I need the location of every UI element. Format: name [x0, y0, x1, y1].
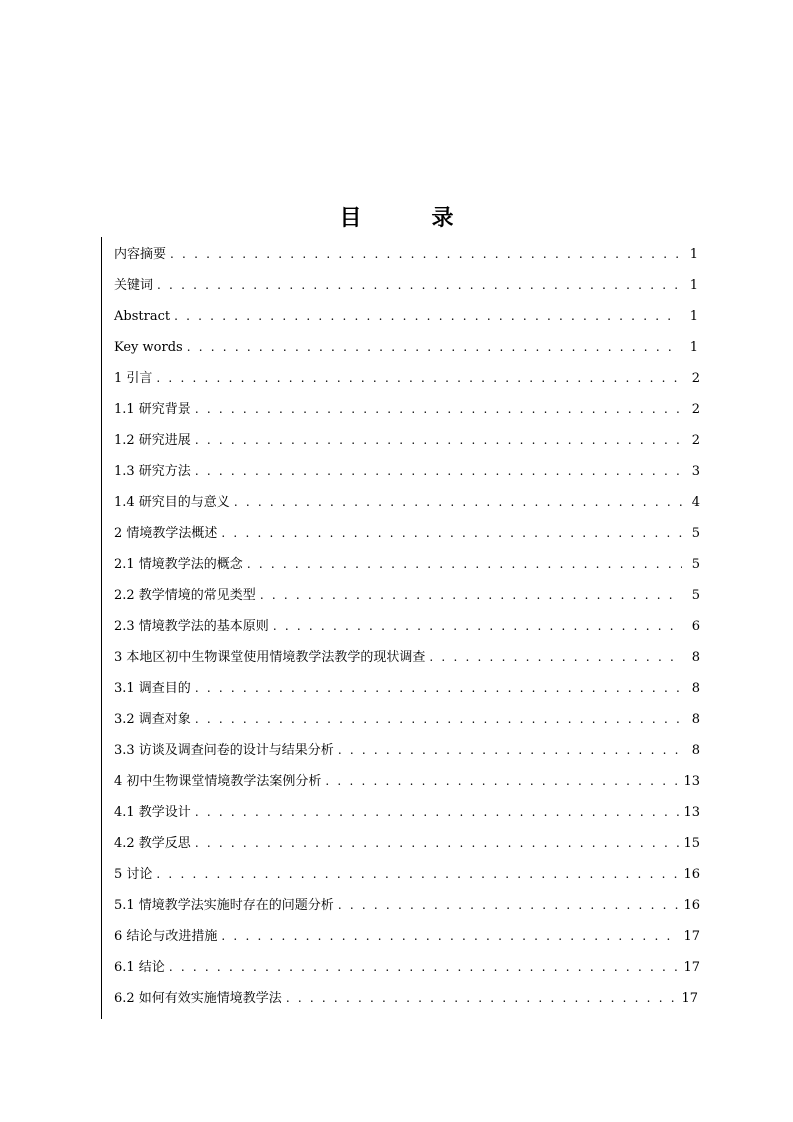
toc-entry-page: 4 — [691, 495, 700, 510]
dot-leader — [169, 952, 680, 983]
toc-entry-label: 内容摘要 — [114, 247, 167, 262]
toc-entry-page: 2 — [691, 371, 700, 386]
dot-leader — [195, 673, 682, 704]
toc-entry-label: 3.2 调查对象 — [114, 712, 191, 727]
toc-entry-page: 2 — [691, 402, 700, 417]
toc-entry-1-1[interactable] — [114, 394, 700, 425]
dot-leader — [195, 425, 682, 456]
toc-entry-page: 17 — [683, 929, 700, 944]
toc-entry-1-2[interactable] — [114, 425, 700, 456]
toc-entry-label: 2.3 情境教学法的基本原则 — [114, 619, 269, 634]
dot-leader — [156, 363, 682, 394]
toc-entry-label: 4 初中生物课堂情境教学法案例分析 — [114, 774, 322, 789]
toc-entry-page: 1 — [689, 340, 698, 355]
toc-entry-page: 8 — [691, 712, 700, 727]
toc-entry-page: 2 — [691, 433, 700, 448]
dot-leader — [286, 983, 678, 1014]
toc-entry-label: 5 讨论 — [114, 867, 153, 882]
toc-entry-6-2[interactable] — [114, 983, 700, 1014]
table-of-contents — [114, 239, 700, 1014]
toc-entry-label: 1.2 研究进展 — [114, 433, 191, 448]
dot-leader — [234, 487, 682, 518]
toc-entry-page: 3 — [691, 464, 700, 479]
dot-leader — [157, 270, 680, 301]
toc-entry-abstract-cn[interactable] — [114, 239, 700, 270]
dot-leader — [221, 921, 679, 952]
toc-entry-4-1[interactable] — [114, 797, 700, 828]
toc-entry-label: 5.1 情境教学法实施时存在的问题分析 — [114, 898, 334, 913]
toc-entry-2[interactable] — [114, 518, 700, 549]
toc-entry-label: Abstract — [114, 309, 171, 324]
toc-entry-label: 关键词 — [114, 278, 154, 293]
dot-leader — [338, 735, 682, 766]
toc-entry-label: Key words — [114, 340, 183, 355]
dot-leader — [195, 394, 682, 425]
toc-entry-page: 1 — [689, 247, 698, 262]
dot-leader — [195, 797, 680, 828]
toc-entry-page: 6 — [691, 619, 700, 634]
dot-leader — [429, 642, 682, 673]
toc-entry-label: 4.1 教学设计 — [114, 805, 191, 820]
toc-entry-keywords-cn[interactable] — [114, 270, 700, 301]
toc-entry-label: 2 情境教学法概述 — [114, 526, 218, 541]
dot-leader — [187, 332, 680, 363]
toc-entry-page: 16 — [683, 898, 700, 913]
toc-entry-label: 6.2 如何有效实施情境教学法 — [114, 991, 282, 1006]
toc-entry-3-1[interactable] — [114, 673, 700, 704]
toc-entry-page: 8 — [691, 650, 700, 665]
toc-entry-5[interactable] — [114, 859, 700, 890]
margin-rule — [101, 237, 102, 1019]
toc-entry-label: 4.2 教学反思 — [114, 836, 191, 851]
toc-entry-page: 5 — [691, 526, 700, 541]
dot-leader — [195, 828, 680, 859]
dot-leader — [338, 890, 680, 921]
toc-entry-6[interactable] — [114, 921, 700, 952]
toc-entry-4-2[interactable] — [114, 828, 700, 859]
toc-entry-3-3[interactable] — [114, 735, 700, 766]
toc-entry-page: 16 — [683, 867, 700, 882]
dot-leader — [156, 859, 679, 890]
toc-entry-2-1[interactable] — [114, 549, 700, 580]
toc-entry-keywords-en[interactable] — [114, 332, 700, 363]
dot-leader — [247, 549, 682, 580]
dot-leader — [273, 611, 682, 642]
toc-entry-label: 2.2 教学情境的常见类型 — [114, 588, 256, 603]
toc-entry-page: 8 — [691, 743, 700, 758]
toc-entry-page: 15 — [683, 836, 700, 851]
toc-entry-3[interactable] — [114, 642, 700, 673]
toc-entry-page: 5 — [691, 588, 700, 603]
toc-entry-1-4[interactable] — [114, 487, 700, 518]
toc-entry-6-1[interactable] — [114, 952, 700, 983]
toc-entry-1-3[interactable] — [114, 456, 700, 487]
dot-leader — [221, 518, 682, 549]
toc-entry-page: 1 — [689, 278, 698, 293]
toc-entry-page: 1 — [689, 309, 698, 324]
toc-entry-label: 1.3 研究方法 — [114, 464, 191, 479]
toc-entry-label: 3.3 访谈及调查问卷的设计与结果分析 — [114, 743, 334, 758]
toc-entry-label: 3 本地区初中生物课堂使用情境教学法教学的现状调查 — [114, 650, 426, 665]
toc-entry-label: 6.1 结论 — [114, 960, 165, 975]
toc-entry-page: 13 — [683, 805, 700, 820]
dot-leader — [170, 239, 680, 270]
toc-entry-page: 17 — [681, 991, 698, 1006]
toc-entry-abstract-en[interactable] — [114, 301, 700, 332]
dot-leader — [174, 301, 680, 332]
dot-leader — [195, 704, 682, 735]
page-title: 目 录 — [339, 205, 478, 231]
toc-entry-5-1[interactable] — [114, 890, 700, 921]
dot-leader — [195, 456, 682, 487]
toc-entry-page: 5 — [691, 557, 700, 572]
toc-entry-label: 1.1 研究背景 — [114, 402, 191, 417]
toc-entry-page: 13 — [683, 774, 700, 789]
toc-entry-label: 1 引言 — [114, 371, 153, 386]
toc-entry-4[interactable] — [114, 766, 700, 797]
dot-leader — [260, 580, 682, 611]
toc-entry-label: 2.1 情境教学法的概念 — [114, 557, 243, 572]
toc-entry-2-3[interactable] — [114, 611, 700, 642]
dot-leader — [325, 766, 679, 797]
toc-entry-2-2[interactable] — [114, 580, 700, 611]
toc-entry-page: 8 — [691, 681, 700, 696]
toc-entry-page: 17 — [683, 960, 700, 975]
toc-entry-3-2[interactable] — [114, 704, 700, 735]
toc-entry-label: 6 结论与改进措施 — [114, 929, 218, 944]
toc-entry-label: 1.4 研究目的与意义 — [114, 495, 230, 510]
toc-entry-1[interactable] — [114, 363, 700, 394]
toc-entry-label: 3.1 调查目的 — [114, 681, 191, 696]
